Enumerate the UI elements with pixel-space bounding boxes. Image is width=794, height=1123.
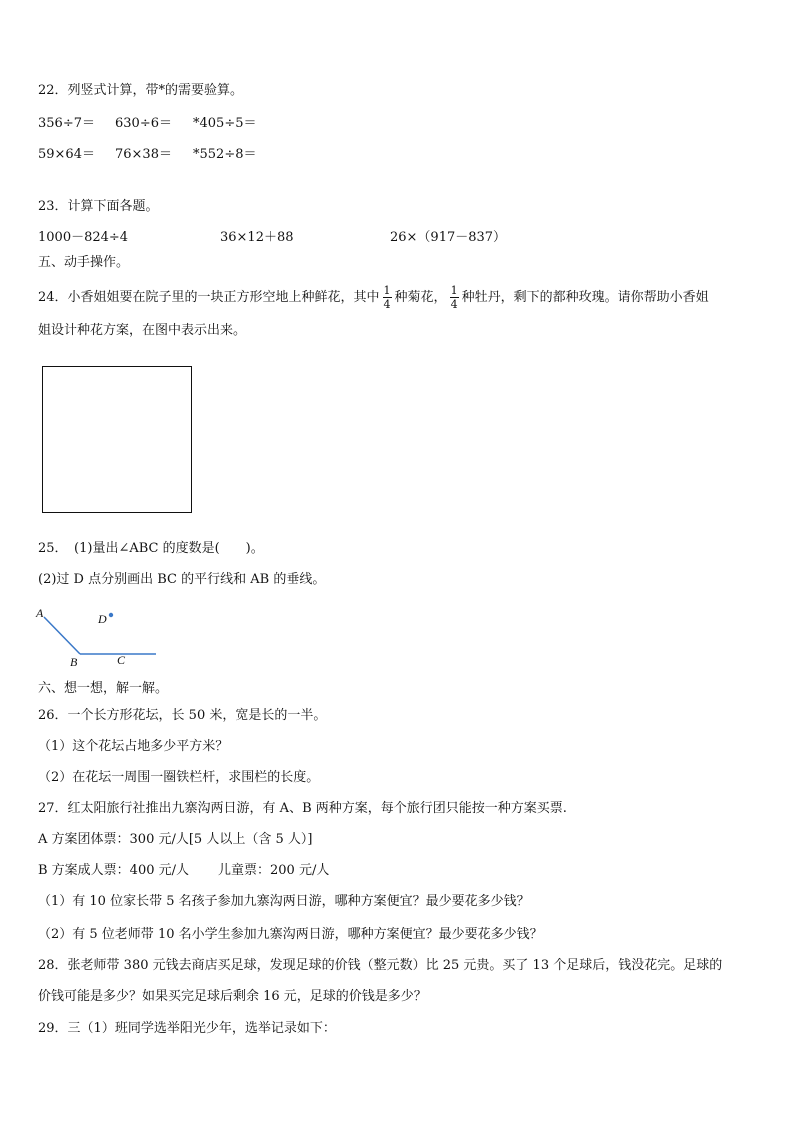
q22-title: 22．列竖式计算，带*的需要验算。 — [38, 83, 244, 98]
fraction-one-quarter-1: $\frac{1}{4}$ — [383, 284, 391, 311]
q28-line-1: 28．张老师带 380 元钱去商店买足球，发现足球的价钱（整元数）比 25 元贵。买了 13 个足球后，钱没花完。足球的 — [38, 958, 723, 973]
q27-plan-a: A 方案团体票：300 元/人[5 人以上（含 5 人）] — [38, 832, 313, 847]
q27-sub-1: （1）有 10 位家长带 5 名孩子参加九寨沟两日游，哪种方案便宜？最少要花多少钱？ — [38, 894, 530, 909]
label-a: A — [36, 606, 44, 620]
fraction-one-quarter-2: $\frac{1}{4}$ — [450, 284, 458, 311]
q24-text-1: 24．小香姐姐要在院子里的一块正方形空地上种鲜花，其中 — [38, 290, 380, 305]
q23-expr-2: 36×12＋88 — [220, 230, 294, 245]
q24-text-2: 种菊花， — [394, 290, 447, 305]
q22-expr-5: 76×38＝ — [115, 147, 172, 162]
q24-text-3: 种牡丹，剩下的都种玫瑰。请你帮助小香姐 — [461, 290, 709, 305]
square-plot-diagram — [42, 366, 192, 513]
q27-title: 27．红太阳旅行社推出九寨沟两日游，有 A、B 两种方案，每个旅行团只能按一种方案买票. — [38, 801, 567, 816]
q26-sub-1: （1）这个花坛占地多少平方米？ — [38, 739, 229, 754]
label-d: D — [98, 612, 107, 626]
q23-expr-1: 1000－824÷4 — [38, 230, 129, 245]
ray-ba — [44, 617, 80, 654]
q29-title: 29．三（1）班同学选举阳光少年，选举记录如下： — [38, 1021, 336, 1036]
label-b: B — [70, 655, 78, 669]
q23-title: 23．计算下面各题。 — [38, 199, 159, 214]
q27-plan-b-adult: B 方案成人票：400 元/人 — [38, 863, 190, 878]
q23-expr-3: 26×（917－837） — [390, 230, 507, 245]
q27-plan-b-child: 儿童票：200 元/人 — [218, 863, 330, 878]
section-6-heading: 六、想一想，解一解。 — [38, 681, 169, 696]
q27-sub-2: （2）有 5 位老师带 10 名小学生参加九寨沟两日游，哪种方案便宜？最少要花多少钱？ — [38, 927, 543, 942]
point-d — [109, 613, 113, 617]
q24-line-2: 姐设计种花方案，在图中表示出来。 — [38, 323, 247, 338]
q26-title: 26．一个长方形花坛，长 50 米，宽是长的一半。 — [38, 708, 327, 723]
angle-abc-figure — [34, 600, 164, 670]
q22-expr-6: *552÷8＝ — [193, 147, 257, 162]
q22-expr-2: 630÷6＝ — [115, 116, 172, 131]
q25-line-1: 25． (1)量出∠ABC 的度数是( )。 — [38, 541, 264, 556]
q22-expr-4: 59×64＝ — [38, 147, 95, 162]
q25-line-2: (2)过 D 点分别画出 BC 的平行线和 AB 的垂线。 — [38, 572, 326, 587]
q22-expr-1: 356÷7＝ — [38, 116, 95, 131]
q28-line-2: 价钱可能是多少？如果买完足球后剩余 16 元，足球的价钱是多少？ — [38, 989, 427, 1004]
q26-sub-2: （2）在花坛一周围一圈铁栏杆，求围栏的长度。 — [38, 770, 320, 785]
q22-expr-3: *405÷5＝ — [193, 116, 257, 131]
q24-line-1 — [38, 284, 709, 311]
section-5-heading: 五、动手操作。 — [38, 255, 130, 270]
label-c: C — [117, 653, 126, 667]
